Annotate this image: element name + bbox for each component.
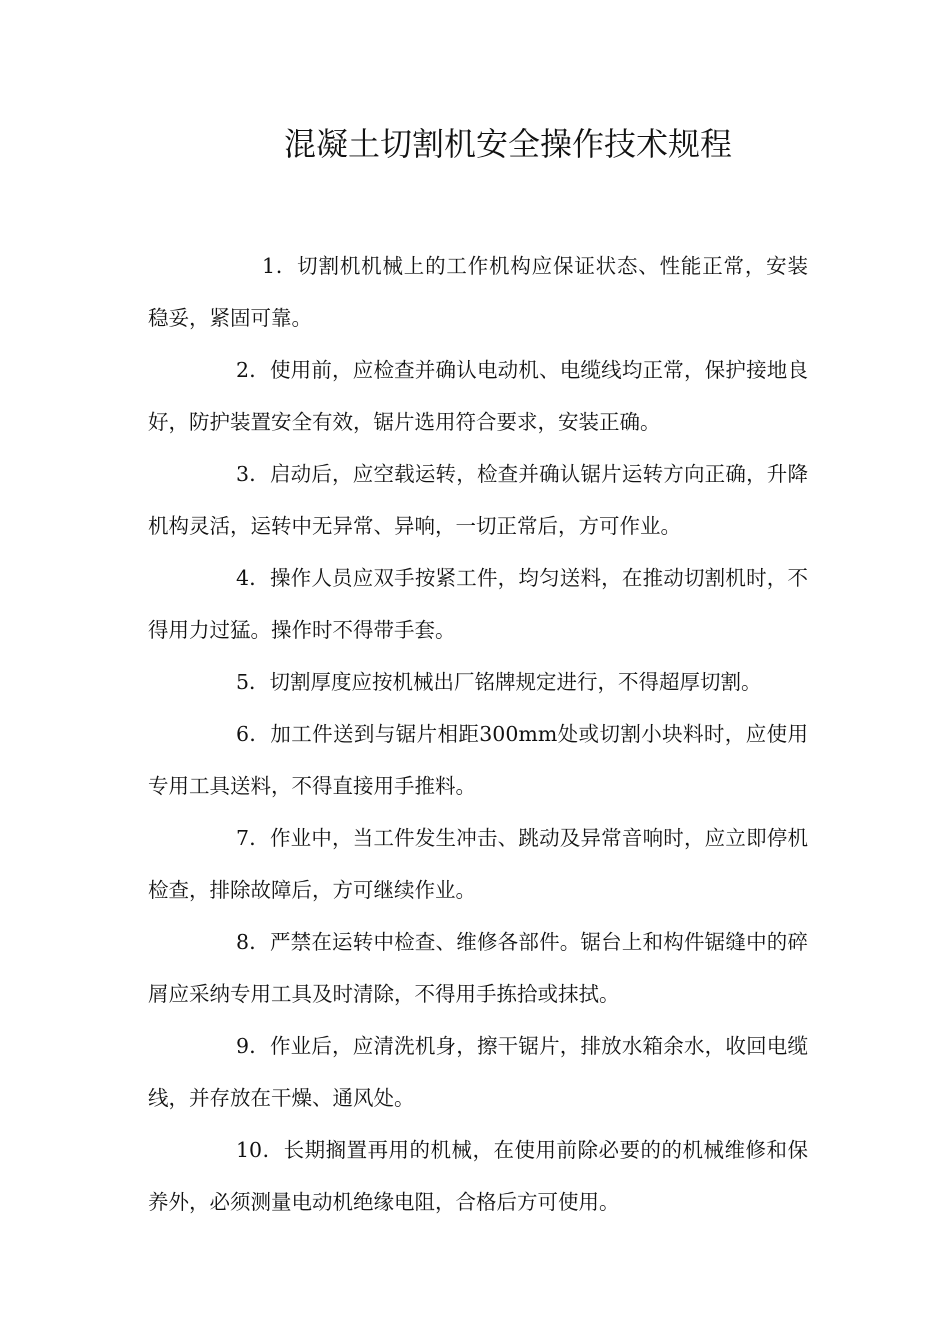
rule-paragraph-4: 4．操作人员应双手按紧工件，均匀送料，在推动切割机时，不得用力过猛。操作时不得带手套。 <box>148 566 808 642</box>
rule-paragraph-10: 10．长期搁置再用的机械，在使用前除必要的的机械维修和保养外，必须测量电动机绝缘电阻，合格后方可使用。 <box>148 1138 808 1214</box>
rule-paragraph-3: 3．启动后，应空载运转，检查并确认锯片运转方向正确，升降机构灵活，运转中无异常、异响，一切正常后，方可作业。 <box>148 462 808 538</box>
rule-paragraph-5: 5．切割厚度应按机械出厂铭牌规定进行，不得超厚切割。 <box>236 670 762 694</box>
document-title: 混凝土切割机安全操作技术规程 <box>283 125 732 163</box>
rule-paragraph-2: 2．使用前，应检查并确认电动机、电缆线均正常，保护接地良好，防护装置安全有效，锯片选用符合要求，安装正确。 <box>148 358 808 434</box>
rule-paragraph-1: 1．切割机机械上的工作机构应保证状态、性能正常，安装稳妥，紧固可靠。 <box>148 254 808 330</box>
rule-paragraph-8: 8．严禁在运转中检查、维修各部件。锯台上和构件锯缝中的碎屑应采纳专用工具及时清除，不得用手拣拾或抹拭。 <box>148 930 808 1006</box>
rule-paragraph-7: 7．作业中，当工件发生冲击、跳动及异常音响时，应立即停机检查，排除故障后，方可继续作业。 <box>148 826 808 902</box>
document-body <box>148 240 808 1228</box>
rule-paragraph-9: 9．作业后，应清洗机身，擦干锯片，排放水箱余水，收回电缆线，并存放在干燥、通风处。 <box>148 1034 808 1110</box>
rule-paragraph-6: 6．加工件送到与锯片相距300mm处或切割小块料时，应使用专用工具送料，不得直接用手推料。 <box>148 722 808 798</box>
